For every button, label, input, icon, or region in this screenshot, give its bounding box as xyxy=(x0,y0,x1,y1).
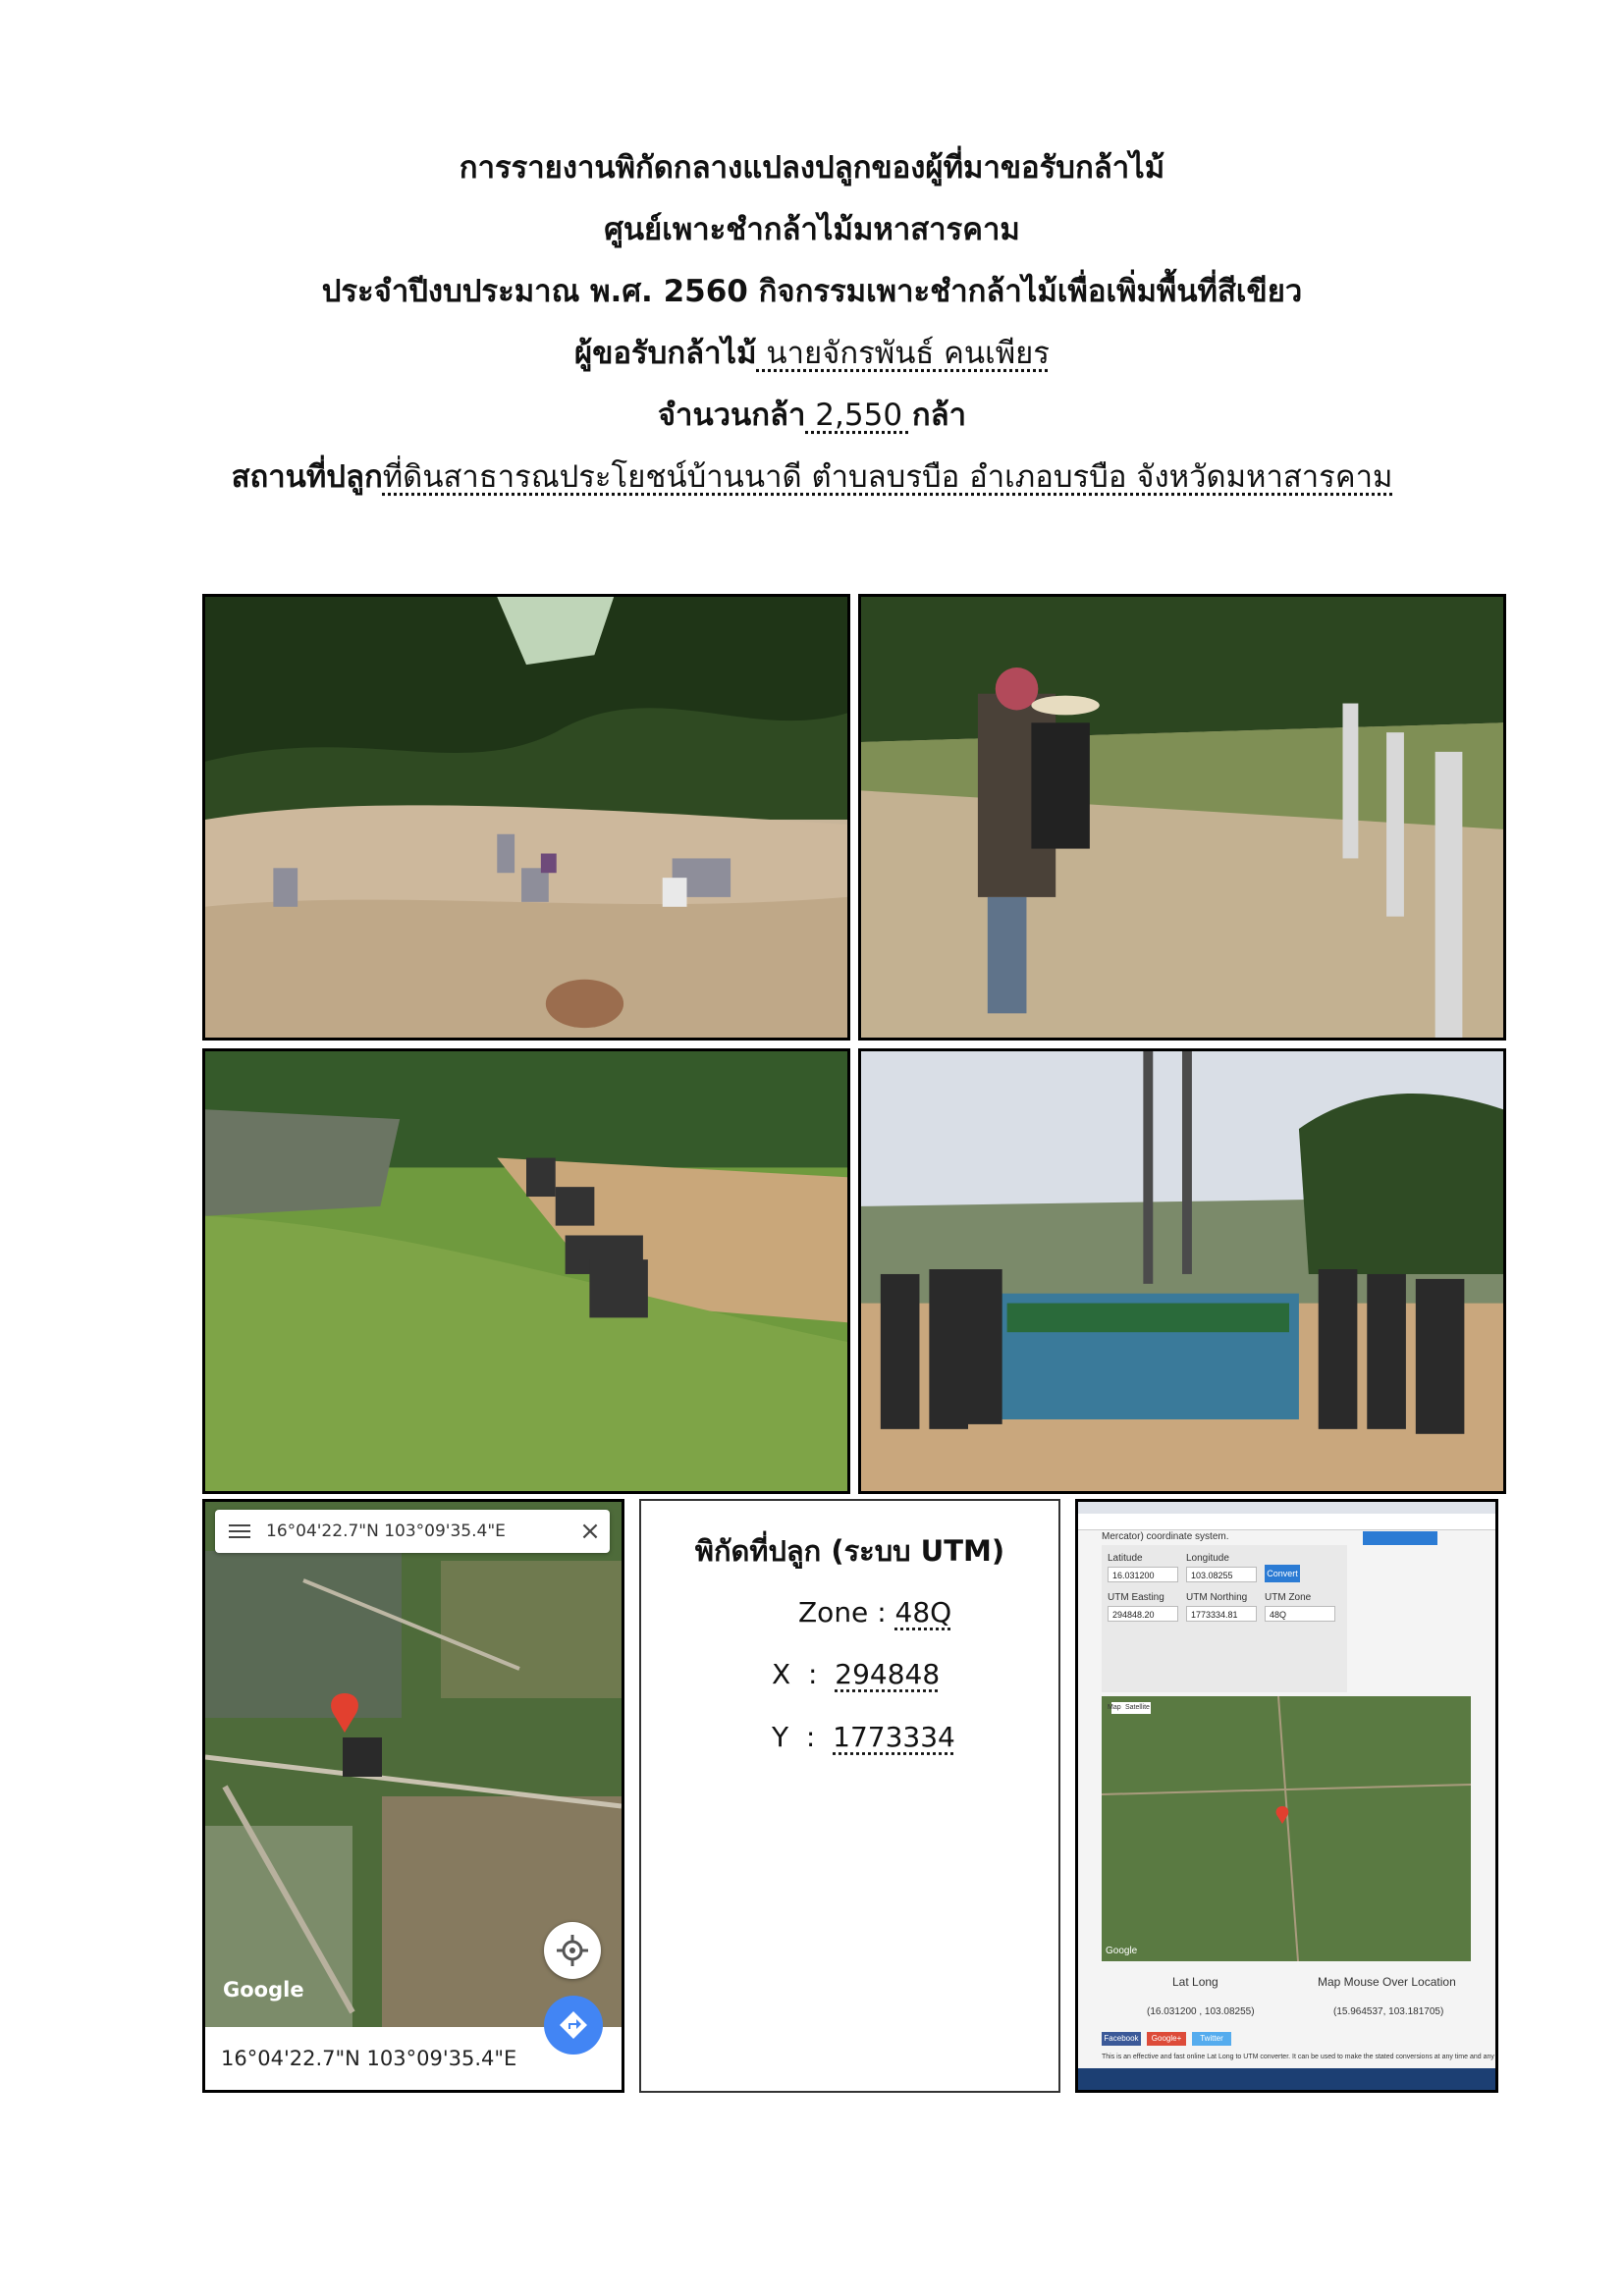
x-sep: : xyxy=(808,1658,818,1690)
browser-address-bar[interactable] xyxy=(1078,1514,1495,1530)
lon-label: Longitude xyxy=(1186,1553,1229,1564)
convert-button[interactable]: Convert xyxy=(1265,1565,1300,1582)
converter-intro: Mercator) coordinate system. xyxy=(1102,1531,1229,1542)
latlong-value: (16.031200 , 103.08255) xyxy=(1147,2006,1255,2017)
x-label: X xyxy=(772,1658,791,1690)
photo-planting-1 xyxy=(202,594,850,1041)
map-search-query[interactable]: 16°04'22.7"N 103°09'35.4"E xyxy=(266,1522,506,1541)
applicant-line xyxy=(0,323,1624,385)
photo-watering xyxy=(858,594,1506,1041)
utm-zone-row xyxy=(798,1596,951,1629)
satellite-tab[interactable]: Satellite xyxy=(1125,1704,1150,1711)
lon-input[interactable]: 103.08255 xyxy=(1186,1567,1257,1582)
photo-group xyxy=(858,1048,1506,1494)
count-unit: กล้า xyxy=(911,398,967,433)
zone-output[interactable]: 48Q xyxy=(1265,1606,1335,1622)
utm-title: พิกัดที่ปลูก (ระบบ UTM) xyxy=(694,1534,1005,1568)
document-header xyxy=(0,137,1624,508)
latlong-column-label: Lat Long xyxy=(1172,1975,1218,1989)
x-value: 294848 xyxy=(835,1658,941,1690)
mouse-location-column-label: Map Mouse Over Location xyxy=(1318,1975,1456,1989)
place-value: ที่ดินสาธารณประโยชน์บ้านนาดี ตำบลบรบือ อำเภอบรบือ จังหวัดมหาสารคาม xyxy=(382,459,1393,495)
browser-tab-bar xyxy=(1078,1502,1495,1514)
place-label: สถานที่ปลูก xyxy=(231,459,383,495)
twitter-share-button[interactable]: Twitter xyxy=(1192,2032,1231,2046)
easting-output[interactable]: 294848.20 xyxy=(1108,1606,1178,1622)
windows-taskbar xyxy=(1078,2068,1495,2090)
applicant-label: ผู้ขอรับกล้าไม้ xyxy=(574,336,757,371)
zone-sep: : xyxy=(877,1596,887,1629)
google-share-button[interactable]: Google+ xyxy=(1147,2032,1186,2046)
map-tab[interactable]: Map xyxy=(1108,1704,1121,1711)
close-icon[interactable]: × xyxy=(579,1517,601,1546)
facebook-share-button[interactable]: Facebook xyxy=(1102,2032,1141,2046)
count-label: จำนวนกล้า xyxy=(657,398,806,433)
map-screenshot xyxy=(202,1499,624,2093)
northing-label: UTM Northing xyxy=(1186,1592,1248,1603)
map-coordinate-readout: 16°04'22.7"N 103°09'35.4"E xyxy=(205,2027,622,2090)
utm-coordinates-box xyxy=(639,1499,1060,2093)
menu-icon[interactable] xyxy=(229,1524,250,1538)
utm-x-row xyxy=(772,1658,940,1690)
utm-converter-screenshot xyxy=(1075,1499,1498,2093)
northing-output[interactable]: 1773334.81 xyxy=(1186,1606,1257,1622)
y-sep: : xyxy=(805,1721,816,1753)
zone-label-field: UTM Zone xyxy=(1265,1592,1312,1603)
directions-icon[interactable] xyxy=(544,1996,603,2055)
planting-location-line xyxy=(0,447,1624,508)
converter-map[interactable] xyxy=(1102,1696,1471,1961)
applicant-name: นายจักรพันธ์ คนเพียร xyxy=(756,336,1050,371)
report-title: การรายงานพิกัดกลางแปลงปลูกของผู้ที่มาขอรับกล้าไม้ xyxy=(459,150,1165,186)
lat-label: Latitude xyxy=(1108,1553,1143,1564)
zone-label: Zone xyxy=(798,1596,869,1629)
easting-label: UTM Easting xyxy=(1108,1592,1164,1603)
y-value: 1773334 xyxy=(833,1721,955,1753)
mouse-location-value: (15.964537, 103.181705) xyxy=(1333,2006,1444,2017)
y-label: Y xyxy=(772,1721,789,1753)
google-logo: Google xyxy=(223,1978,304,2002)
utm-y-row xyxy=(772,1721,955,1753)
my-location-icon[interactable] xyxy=(544,1922,601,1979)
seedling-count-line xyxy=(0,385,1624,447)
right-panel-button[interactable] xyxy=(1363,1531,1437,1545)
zone-value: 48Q xyxy=(894,1596,952,1629)
center-name: ศูนย์เพาะชำกล้าไม้มหาสารคาม xyxy=(604,212,1020,247)
fiscal-year-line: ประจำปีงบประมาณ พ.ศ. 2560 กิจกรรมเพาะชำกล้าไม้เพื่อเพิ่มพื้นที่สีเขียว xyxy=(321,274,1303,309)
converter-footer-text: This is an effective and fast online Lat Long to UTM converter. It can be used to make the stated conversions at any time and any xyxy=(1102,2054,1494,2060)
lat-input[interactable]: 16.031200 xyxy=(1108,1567,1178,1582)
map-search-bar[interactable] xyxy=(215,1510,610,1553)
photo-planting-2 xyxy=(202,1048,850,1494)
converter-map-logo: Google xyxy=(1106,1946,1138,1956)
count-value: 2,550 xyxy=(805,398,912,433)
